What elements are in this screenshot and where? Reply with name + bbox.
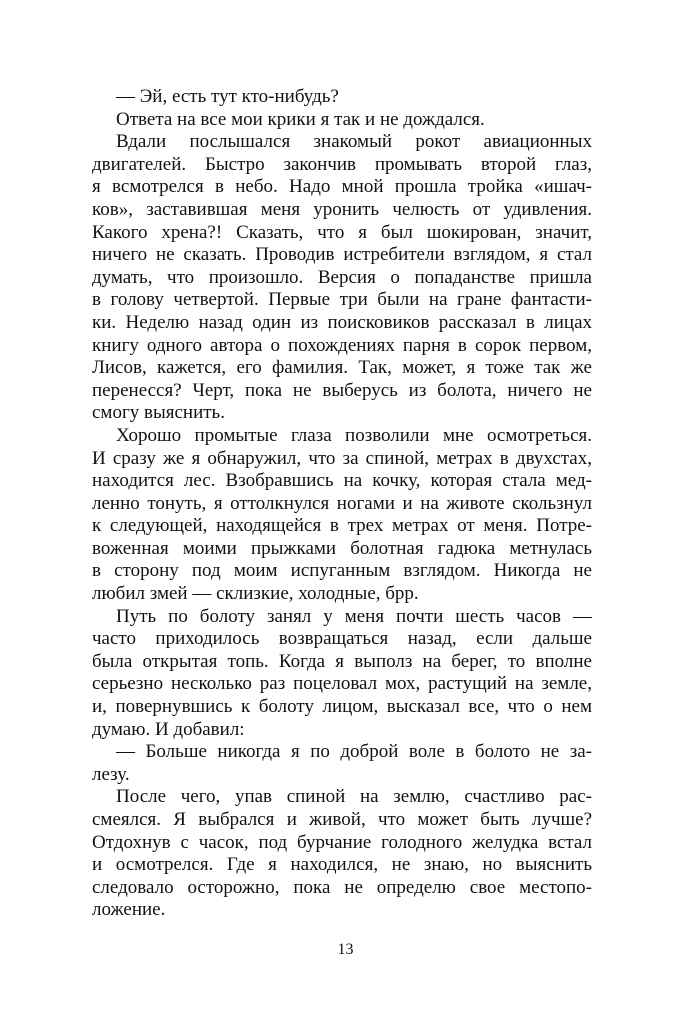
text-line: находится лес. Взобравшись на кочку, которая стала мед- [92, 470, 592, 492]
text-line: ложение. [92, 899, 166, 921]
text-line: часто приходилось возвращаться назад, если дальше [92, 628, 592, 650]
text-line: думать, что произошло. Версия о попаданстве пришла [92, 266, 592, 288]
text-line: смогу выяснить. [92, 402, 225, 424]
text-line: любил змей — склизкие, холодные, брр. [92, 583, 419, 605]
text-line: смеялся. Я выбрался и живой, что может быть лучше? [92, 809, 592, 830]
text-line: и, повернувшись к болоту лицом, высказал все, что о нем [92, 696, 592, 718]
text-line: ки. Неделю назад один из поисковиков рассказал в лицах [92, 311, 592, 333]
text-line: Какого хрена?! Сказать, что я был шокирован, значит, [92, 221, 592, 243]
text-line: — Больше никогда я по доброй воле в болото не за- [116, 741, 592, 763]
text-line: была открытая топь. Когда я выполз на берег, то вполне [92, 650, 592, 672]
text-line: ничего не сказать. Проводив истребители взглядом, я стал [92, 244, 592, 266]
text-line: — Эй, есть тут кто-нибудь? [116, 86, 339, 107]
text-line: и осмотрелся. Где я находился, не знаю, но выяснить [92, 854, 592, 876]
text-line: ленно тонуть, я оттолкнулся ногами и на животе скользнул [92, 492, 592, 514]
text-line: ков», заставившая меня уронить челюсть от удивления. [92, 198, 592, 220]
text-line: Путь по болоту занял у меня почти шесть часов — [116, 605, 592, 627]
page-number: 13 [337, 941, 354, 958]
text-line: двигателей. Быстро закончив промывать второй глаз, [92, 153, 592, 175]
text-line: в голову четвертой. Первые три были на гране фантасти- [92, 289, 592, 311]
text-line: После чего, упав спиной на землю, счастливо рас- [116, 786, 592, 808]
text-line: воженная моими прыжками болотная гадюка метнулась [92, 537, 592, 559]
text-line: Ответа на все мои крики я так и не дождался. [116, 108, 485, 130]
text-line: к следующей, находящейся в трех метрах от меня. Потре- [92, 515, 592, 537]
text-line: я всмотрелся в небо. Надо мной прошла тройка «ишач- [92, 176, 592, 198]
text-line: перенесся? Черт, пока не выберусь из болота, ничего не [92, 379, 592, 401]
page-text [92, 86, 592, 922]
text-line: Хорошо промытые глаза позволили мне осмотреться. [116, 424, 592, 446]
text-line: книгу одного автора о похождениях парня в сорок первом, [92, 334, 592, 356]
text-line: лезу. [92, 763, 130, 785]
text-line: Лисов, кажется, его фамилия. Так, может, я тоже так же [92, 357, 592, 379]
text-line: серьезно несколько раз поцеловал мох, растущий на земле, [92, 673, 592, 695]
text-line: И сразу же я обнаружил, что за спиной, метрах в двухстах, [92, 447, 592, 469]
text-line: думаю. И добавил: [92, 718, 245, 740]
text-line: Вдали послышался знакомый рокот авиационных [116, 131, 592, 153]
text-line: в сторону под моим испуганным взглядом. Никогда не [92, 560, 592, 582]
text-line: Отдохнув с часок, под бурчание голодного желудка встал [92, 831, 592, 853]
text-line: следовало осторожно, пока не определю свое местопо- [92, 876, 592, 898]
